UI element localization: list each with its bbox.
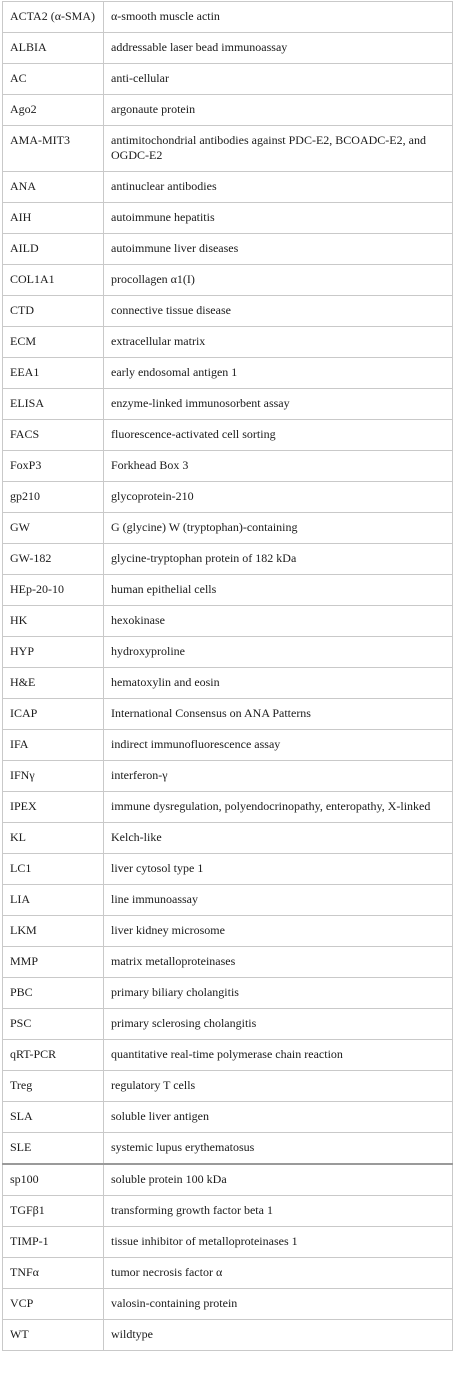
definition-cell: extracellular matrix <box>104 327 453 358</box>
abbreviation-cell: TNFα <box>3 1258 104 1289</box>
abbreviation-cell: PSC <box>3 1009 104 1040</box>
abbreviation-cell: MMP <box>3 947 104 978</box>
table-row <box>3 358 453 389</box>
table-row <box>3 916 453 947</box>
definition-cell: wildtype <box>104 1320 453 1351</box>
abbreviation-cell: FACS <box>3 420 104 451</box>
abbreviation-cell: KL <box>3 823 104 854</box>
table-row <box>3 699 453 730</box>
abbreviation-cell: AILD <box>3 234 104 265</box>
abbreviation-cell: LIA <box>3 885 104 916</box>
table-row <box>3 1227 453 1258</box>
abbreviation-cell: ELISA <box>3 389 104 420</box>
table-row <box>3 513 453 544</box>
abbreviation-cell: WT <box>3 1320 104 1351</box>
table-row <box>3 64 453 95</box>
definition-cell: quantitative real-time polymerase chain reaction <box>104 1040 453 1071</box>
definition-cell: indirect immunofluorescence assay <box>104 730 453 761</box>
definition-cell: α-smooth muscle actin <box>104 2 453 33</box>
table-row <box>3 761 453 792</box>
table-row <box>3 885 453 916</box>
abbreviation-cell: GW-182 <box>3 544 104 575</box>
definition-cell: systemic lupus erythematosus <box>104 1133 453 1165</box>
definition-cell: addressable laser bead immunoassay <box>104 33 453 64</box>
table-row <box>3 637 453 668</box>
definition-cell: hydroxyproline <box>104 637 453 668</box>
abbreviation-cell: Ago2 <box>3 95 104 126</box>
definition-cell: immune dysregulation, polyendocrinopathy, enteropathy, X-linked <box>104 792 453 823</box>
definition-cell: enzyme-linked immunosorbent assay <box>104 389 453 420</box>
table-row <box>3 1040 453 1071</box>
definition-cell: line immunoassay <box>104 885 453 916</box>
table-row <box>3 730 453 761</box>
definition-cell: valosin-containing protein <box>104 1289 453 1320</box>
table-row <box>3 451 453 482</box>
abbreviation-cell: sp100 <box>3 1164 104 1196</box>
definition-cell: early endosomal antigen 1 <box>104 358 453 389</box>
definition-cell: connective tissue disease <box>104 296 453 327</box>
definition-cell: liver cytosol type 1 <box>104 854 453 885</box>
abbreviation-cell: VCP <box>3 1289 104 1320</box>
definition-cell: glycoprotein-210 <box>104 482 453 513</box>
abbreviation-cell: H&E <box>3 668 104 699</box>
table-row <box>3 327 453 358</box>
table-row <box>3 823 453 854</box>
table-row <box>3 1133 453 1165</box>
table-row <box>3 854 453 885</box>
abbreviation-cell: GW <box>3 513 104 544</box>
definition-cell: tumor necrosis factor α <box>104 1258 453 1289</box>
abbreviation-cell: FoxP3 <box>3 451 104 482</box>
table-row <box>3 1196 453 1227</box>
definition-cell: International Consensus on ANA Patterns <box>104 699 453 730</box>
definition-cell: G (glycine) W (tryptophan)-containing <box>104 513 453 544</box>
definition-cell: human epithelial cells <box>104 575 453 606</box>
abbreviation-cell: HK <box>3 606 104 637</box>
abbreviation-cell: ALBIA <box>3 33 104 64</box>
definition-cell: primary sclerosing cholangitis <box>104 1009 453 1040</box>
abbreviation-cell: ICAP <box>3 699 104 730</box>
table-row <box>3 482 453 513</box>
abbreviation-cell: IPEX <box>3 792 104 823</box>
definition-cell: soluble liver antigen <box>104 1102 453 1133</box>
abbreviation-cell: Treg <box>3 1071 104 1102</box>
definition-cell: fluorescence-activated cell sorting <box>104 420 453 451</box>
table-row <box>3 792 453 823</box>
table-row <box>3 606 453 637</box>
abbreviation-cell: ECM <box>3 327 104 358</box>
definition-cell: glycine-tryptophan protein of 182 kDa <box>104 544 453 575</box>
abbreviation-cell: qRT-PCR <box>3 1040 104 1071</box>
table-row <box>3 668 453 699</box>
table-row <box>3 33 453 64</box>
abbreviation-cell: TIMP-1 <box>3 1227 104 1258</box>
table-row <box>3 544 453 575</box>
table-row <box>3 95 453 126</box>
definition-cell: matrix metalloproteinases <box>104 947 453 978</box>
abbreviation-cell: COL1A1 <box>3 265 104 296</box>
abbreviation-cell: HEp-20-10 <box>3 575 104 606</box>
abbreviation-cell: AIH <box>3 203 104 234</box>
table-row <box>3 947 453 978</box>
abbreviation-cell: IFA <box>3 730 104 761</box>
table-row <box>3 1071 453 1102</box>
abbreviation-cell: ANA <box>3 172 104 203</box>
abbreviation-cell: HYP <box>3 637 104 668</box>
definition-cell: hematoxylin and eosin <box>104 668 453 699</box>
definition-cell: soluble protein 100 kDa <box>104 1164 453 1196</box>
table-row <box>3 1258 453 1289</box>
definition-cell: interferon-γ <box>104 761 453 792</box>
abbreviation-cell: SLA <box>3 1102 104 1133</box>
abbreviation-cell: IFNγ <box>3 761 104 792</box>
table-row <box>3 1289 453 1320</box>
abbreviation-cell: TGFβ1 <box>3 1196 104 1227</box>
definition-cell: Kelch-like <box>104 823 453 854</box>
table-row <box>3 265 453 296</box>
table-row <box>3 1009 453 1040</box>
table-row <box>3 1320 453 1351</box>
definition-cell: primary biliary cholangitis <box>104 978 453 1009</box>
table-row <box>3 2 453 33</box>
definition-cell: transforming growth factor beta 1 <box>104 1196 453 1227</box>
table-row <box>3 575 453 606</box>
definition-cell: antinuclear antibodies <box>104 172 453 203</box>
abbreviation-cell: SLE <box>3 1133 104 1165</box>
abbreviation-cell: gp210 <box>3 482 104 513</box>
definition-cell: hexokinase <box>104 606 453 637</box>
definition-cell: autoimmune liver diseases <box>104 234 453 265</box>
abbreviation-cell: LKM <box>3 916 104 947</box>
abbreviations-table-body <box>3 2 453 1351</box>
table-row <box>3 1102 453 1133</box>
definition-cell: anti-cellular <box>104 64 453 95</box>
definition-cell: antimitochondrial antibodies against PDC-E2, BCOADC-E2, and OGDC-E2 <box>104 126 453 172</box>
definition-cell: liver kidney microsome <box>104 916 453 947</box>
definition-cell: procollagen α1(I) <box>104 265 453 296</box>
table-row <box>3 296 453 327</box>
definition-cell: Forkhead Box 3 <box>104 451 453 482</box>
abbreviation-cell: PBC <box>3 978 104 1009</box>
table-row <box>3 420 453 451</box>
abbreviation-cell: AMA-MIT3 <box>3 126 104 172</box>
abbreviation-cell: CTD <box>3 296 104 327</box>
abbreviation-cell: ACTA2 (α-SMA) <box>3 2 104 33</box>
table-row <box>3 126 453 172</box>
definition-cell: argonaute protein <box>104 95 453 126</box>
table-row <box>3 389 453 420</box>
table-row <box>3 1164 453 1196</box>
table-row <box>3 172 453 203</box>
table-row <box>3 234 453 265</box>
abbreviation-cell: AC <box>3 64 104 95</box>
definition-cell: autoimmune hepatitis <box>104 203 453 234</box>
definition-cell: regulatory T cells <box>104 1071 453 1102</box>
definition-cell: tissue inhibitor of metalloproteinases 1 <box>104 1227 453 1258</box>
abbreviation-cell: LC1 <box>3 854 104 885</box>
table-row <box>3 203 453 234</box>
abbreviations-table <box>2 1 453 1351</box>
abbreviation-cell: EEA1 <box>3 358 104 389</box>
table-row <box>3 978 453 1009</box>
